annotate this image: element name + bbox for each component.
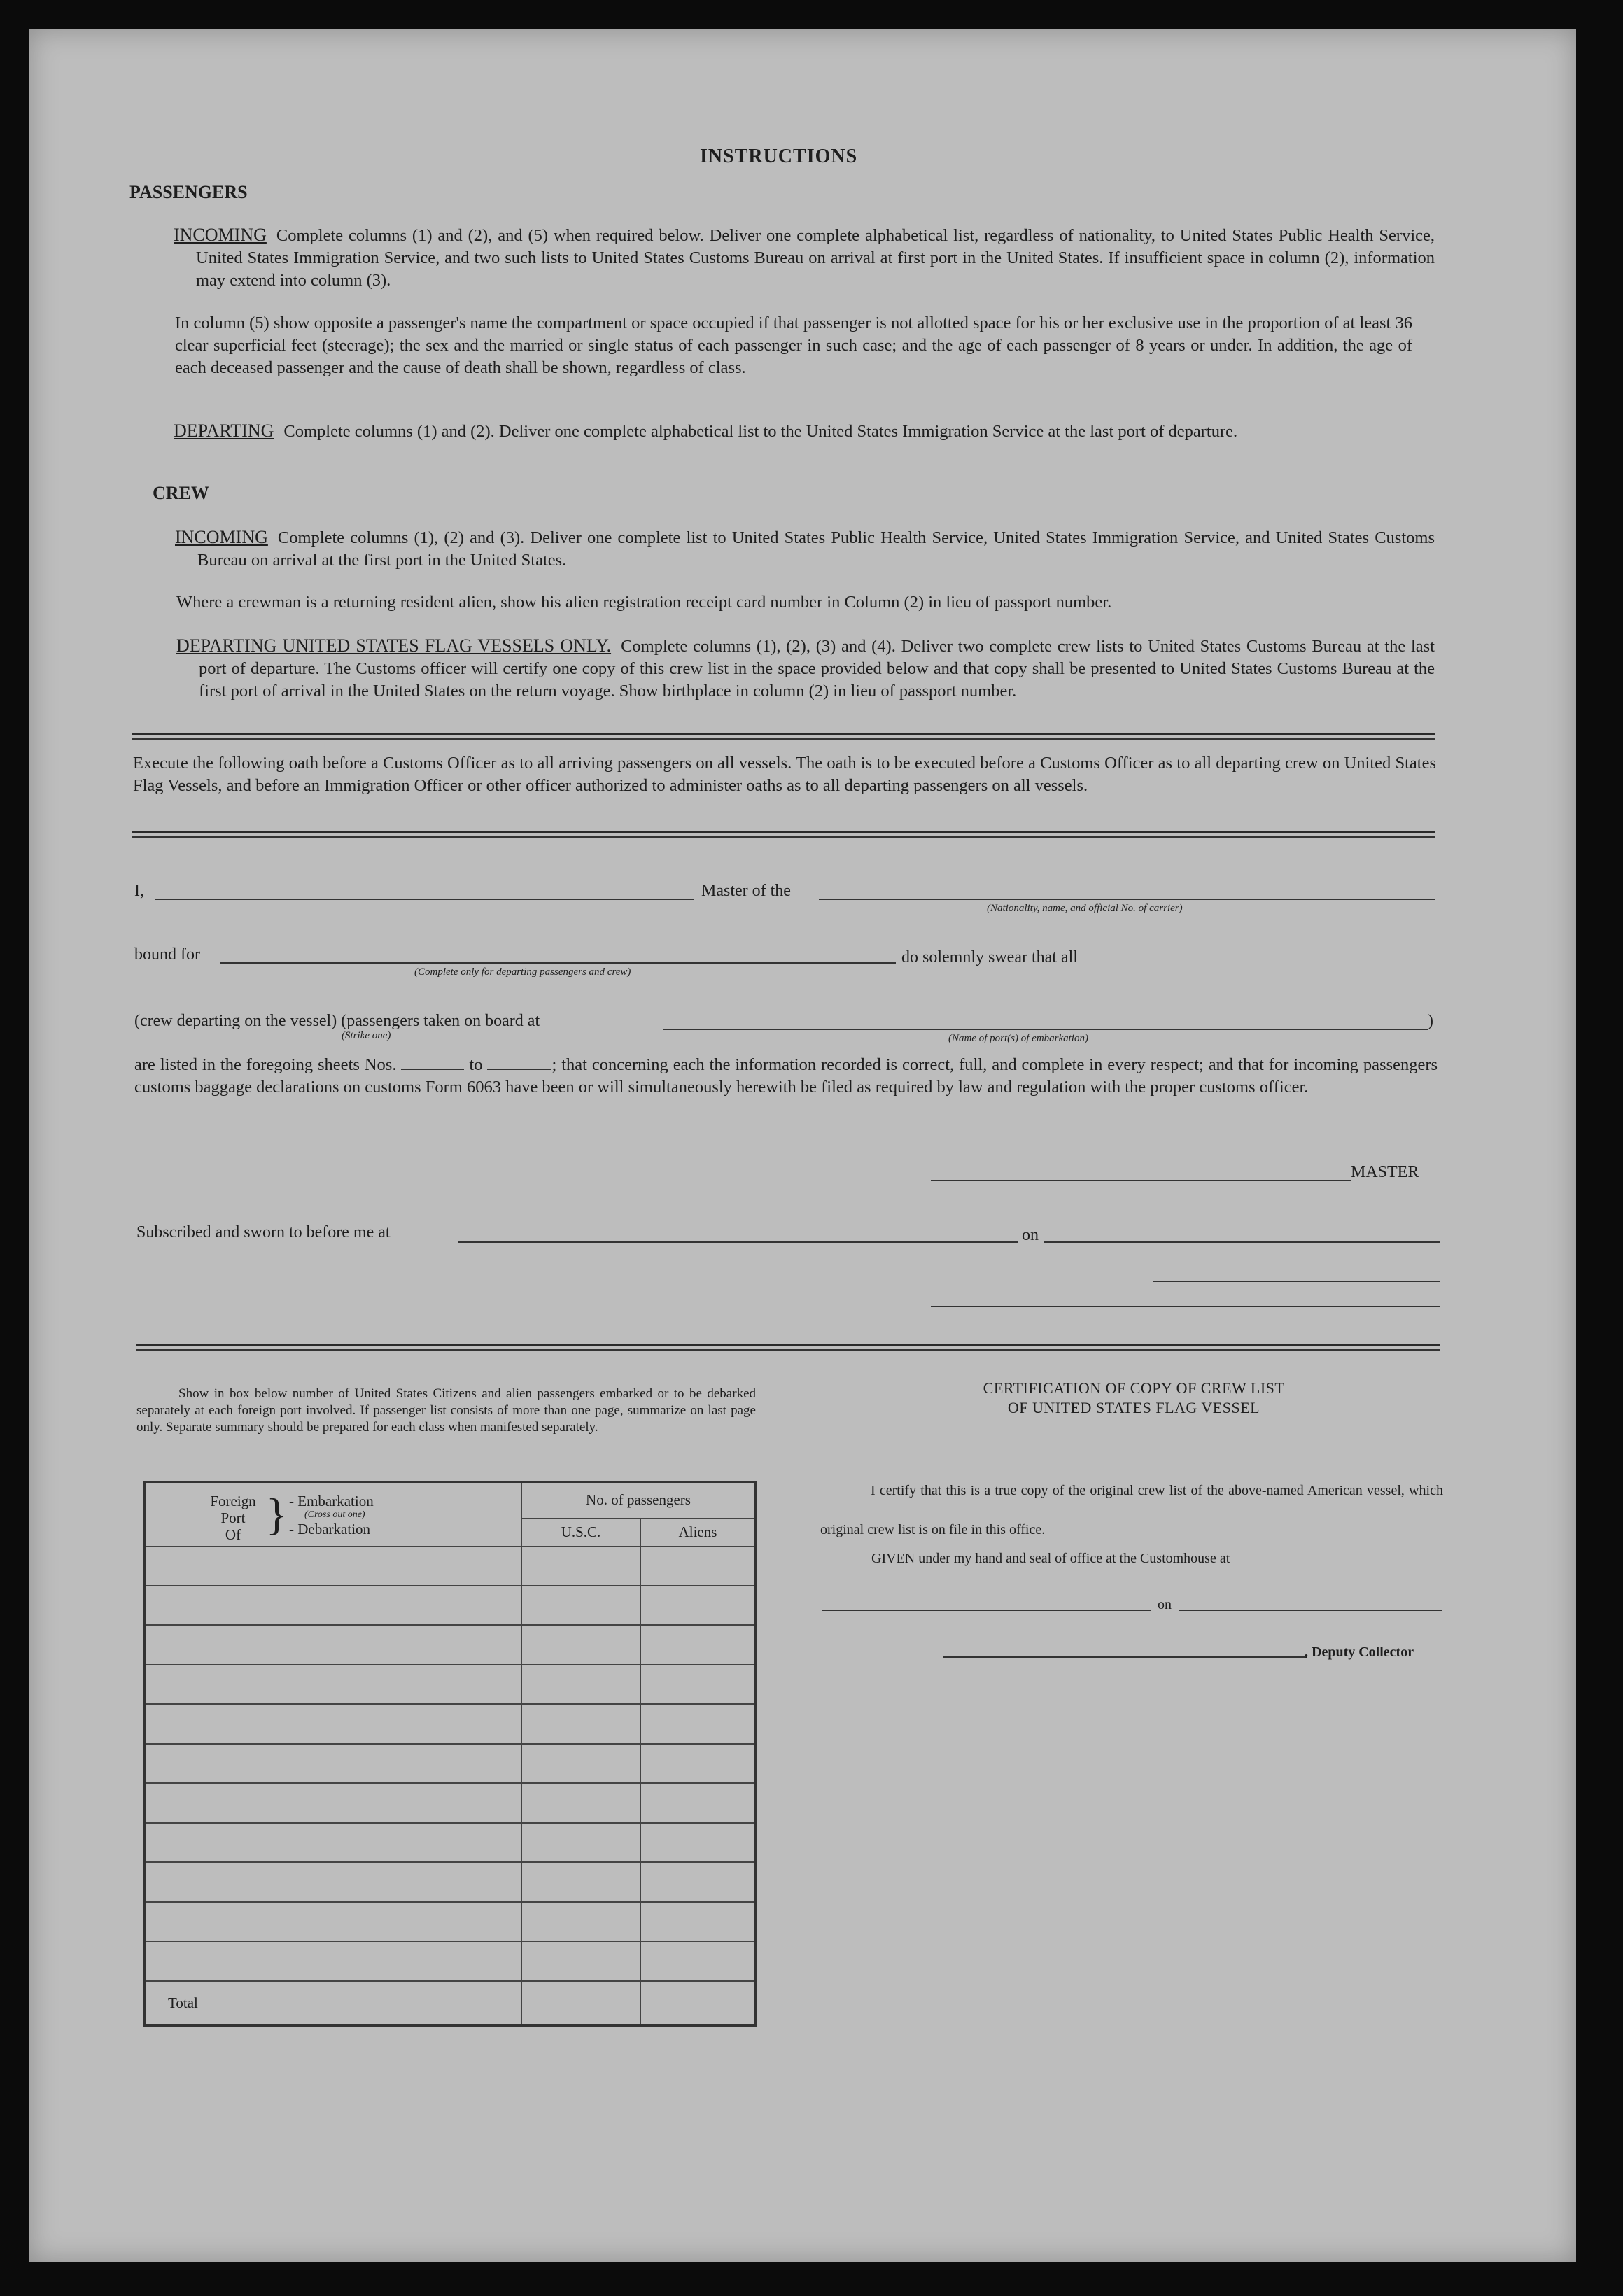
oath-i-label: I, bbox=[134, 882, 144, 900]
sheet-to-field[interactable] bbox=[487, 1069, 551, 1070]
column5-instruction: In column (5) show opposite a passenger's name the compartment or space occupied if that passenger is not allotted space for his or her exclusive use in the proportion of at least 36 clear superficial feet (steerage); the sex and the married or single status of each passenger in such case; and the age of each passenger of 8 years or under. In addition, the age of each deceased passenger and the cause of death shall be shown, regardless of class. bbox=[175, 314, 1412, 377]
debarkation-label: - Debarkation bbox=[289, 1521, 371, 1537]
aliens-header: Aliens bbox=[640, 1519, 756, 1547]
officer-signature-field[interactable] bbox=[931, 1306, 1440, 1307]
total-label: Total bbox=[145, 1981, 522, 2026]
flag-vessels-label: DEPARTING UNITED STATES FLAG VESSELS ONLY. bbox=[176, 635, 612, 656]
solemnly-swear-text: do solemnly swear that all bbox=[901, 948, 1078, 966]
customhouse-field[interactable] bbox=[822, 1610, 1151, 1611]
port-cell[interactable] bbox=[145, 1744, 522, 1783]
divider bbox=[132, 738, 1435, 740]
port-cell[interactable] bbox=[145, 1823, 522, 1862]
usc-cell[interactable] bbox=[521, 1704, 640, 1743]
aliens-cell[interactable] bbox=[640, 1625, 756, 1664]
usc-header: U.S.C. bbox=[521, 1519, 640, 1547]
crewman-instruction: Where a crewman is a returning resident alien, show his alien registration receipt card number in Column (2) in lieu of passport number. bbox=[176, 593, 1112, 612]
port-cell[interactable] bbox=[145, 1547, 522, 1586]
master-of-the-label: Master of the bbox=[701, 882, 791, 900]
port-cell[interactable] bbox=[145, 1862, 522, 1901]
cross-out-note: (Cross out one) bbox=[304, 1509, 365, 1520]
carrier-field[interactable] bbox=[819, 899, 1435, 900]
divider bbox=[132, 733, 1435, 735]
port-cell[interactable] bbox=[145, 1941, 522, 1980]
incoming-text: Complete columns (1) and (2), and (5) when required below. Deliver one complete alphabetical list, regardless of nationality, to United States Public Health Service, United States Immigration Service, and two such lists to United States Customs Bureau on arrival at first port in the United States. If insufficient space in column (2), information may extend into column (3). bbox=[196, 226, 1435, 290]
incoming-label: INCOMING bbox=[174, 225, 267, 245]
usc-cell[interactable] bbox=[521, 1941, 640, 1980]
port-summary-table bbox=[143, 1481, 757, 2027]
listed-to-label: to bbox=[469, 1055, 483, 1074]
port-header-cell bbox=[145, 1482, 522, 1547]
aliens-cell[interactable] bbox=[640, 1862, 756, 1901]
divider bbox=[132, 831, 1435, 833]
usc-cell[interactable] bbox=[521, 1823, 640, 1862]
certification-title bbox=[826, 1379, 1442, 1418]
aliens-cell[interactable] bbox=[640, 1704, 756, 1743]
crew-heading: CREW bbox=[153, 483, 209, 503]
subscribed-label: Subscribed and sworn to before me at bbox=[136, 1223, 391, 1241]
crew-incoming-instruction bbox=[175, 526, 1435, 572]
sworn-place-field[interactable] bbox=[458, 1241, 1018, 1243]
instructions-title: INSTRUCTIONS bbox=[700, 146, 858, 167]
oath-statement bbox=[134, 1054, 1438, 1099]
close-paren: ) bbox=[1428, 1012, 1433, 1030]
usc-cell[interactable] bbox=[521, 1902, 640, 1941]
divider bbox=[132, 836, 1435, 838]
listed-text-1: are listed in the foregoing sheets Nos. bbox=[134, 1055, 397, 1074]
usc-cell[interactable] bbox=[521, 1586, 640, 1625]
port-cell[interactable] bbox=[145, 1665, 522, 1704]
flag-vessels-instruction bbox=[176, 635, 1435, 703]
aliens-cell[interactable] bbox=[640, 1665, 756, 1704]
embarkation-label: - Embarkation bbox=[289, 1493, 374, 1509]
usc-total-cell[interactable] bbox=[521, 1981, 640, 2026]
master-name-field[interactable] bbox=[155, 899, 694, 900]
nationality-note: (Nationality, name, and official No. of carrier) bbox=[987, 903, 1183, 914]
port-cell[interactable] bbox=[145, 1625, 522, 1664]
divider bbox=[136, 1344, 1440, 1346]
bound-for-field[interactable] bbox=[220, 962, 896, 964]
crew-incoming-label: INCOMING bbox=[175, 527, 268, 547]
aliens-total-cell[interactable] bbox=[640, 1981, 756, 2026]
strike-one-note: (Strike one) bbox=[342, 1030, 391, 1041]
embarkation-ports-field[interactable] bbox=[663, 1029, 1428, 1030]
no-of-passengers-header: No. of passengers bbox=[521, 1482, 756, 1519]
aliens-cell[interactable] bbox=[640, 1744, 756, 1783]
flag-vessels-text: Complete columns (1), (2), (3) and (4). Deliver two complete crew lists to United States Customs Bureau at the last port of departure. The Customs officer will certify one copy of this crew list in the space provided below and that copy shall be presented to United States Customs Bureau at the first port of arrival in the United States on the return voyage. Show birthplace in column (2) in lieu of passport number. bbox=[199, 637, 1435, 700]
sworn-on-label: on bbox=[1022, 1226, 1039, 1244]
certify-text: I certify that this is a true copy of the original crew list of the above-named American vessel, which original crew list is on file in this office. bbox=[820, 1483, 1443, 1537]
port-cell[interactable] bbox=[145, 1902, 522, 1941]
bound-for-label: bound for bbox=[134, 945, 200, 964]
crew-incoming-text: Complete columns (1), (2) and (3). Deliver one complete list to United States Public Health Service, United States Immigration Service, and United States Customs Bureau on arrival at the first port in the United States. bbox=[197, 528, 1435, 570]
oath-intro: Execute the following oath before a Customs Officer as to all arriving passengers on all vessels. The oath is to be executed before a Customs Officer as to all departing crew on United States Flag Vessels, and before an Immigration Officer or other officer authorized to administer oaths as to all departing passengers on all vessels. bbox=[133, 754, 1436, 795]
of-label: Of bbox=[225, 1526, 241, 1543]
passengers-heading: PASSENGERS bbox=[129, 182, 248, 202]
certification-title-line-2: OF UNITED STATES FLAG VESSEL bbox=[1007, 1399, 1260, 1416]
certification-title-line-1: CERTIFICATION OF COPY OF CREW LIST bbox=[983, 1379, 1285, 1397]
aliens-cell[interactable] bbox=[640, 1902, 756, 1941]
given-text: GIVEN under my hand and seal of office at the Customhouse at bbox=[871, 1551, 1230, 1566]
deputy-collector-label: , Deputy Collector bbox=[1305, 1644, 1414, 1660]
usc-cell[interactable] bbox=[521, 1783, 640, 1822]
port-cell[interactable] bbox=[145, 1704, 522, 1743]
officer-line-1[interactable] bbox=[1153, 1281, 1440, 1282]
sheet-from-field[interactable] bbox=[401, 1069, 464, 1070]
aliens-cell[interactable] bbox=[640, 1586, 756, 1625]
usc-cell[interactable] bbox=[521, 1744, 640, 1783]
port-cell[interactable] bbox=[145, 1586, 522, 1625]
crew-departing-text: (crew departing on the vessel) (passengers taken on board at bbox=[134, 1012, 540, 1030]
passengers-incoming-instruction bbox=[174, 224, 1435, 292]
usc-cell[interactable] bbox=[521, 1862, 640, 1901]
divider bbox=[136, 1349, 1440, 1351]
summary-intro: Show in box below number of United States Citizens and alien passengers embarked or to be debarked separately at each foreign port involved. If passenger list consists of more than one page, summarize on last page only. Separate summary should be prepared for each class when manifested separately. bbox=[136, 1386, 756, 1435]
departing-label: DEPARTING bbox=[174, 421, 274, 441]
master-signature-field[interactable] bbox=[931, 1180, 1351, 1181]
foreign-label: Foreign bbox=[210, 1493, 256, 1509]
departing-text: Complete columns (1) and (2). Deliver one complete alphabetical list to the United States Immigration Service at the last port of departure. bbox=[283, 422, 1238, 441]
aliens-cell[interactable] bbox=[640, 1941, 756, 1980]
passengers-departing-instruction bbox=[174, 420, 1435, 443]
cert-on-label: on bbox=[1158, 1597, 1172, 1612]
usc-cell[interactable] bbox=[521, 1625, 640, 1664]
usc-cell[interactable] bbox=[521, 1665, 640, 1704]
usc-cell[interactable] bbox=[521, 1547, 640, 1586]
brace-icon: } bbox=[266, 1489, 288, 1539]
deputy-collector-signature-field[interactable] bbox=[943, 1656, 1307, 1658]
port-label: Port bbox=[220, 1509, 246, 1526]
sworn-date-field[interactable] bbox=[1044, 1241, 1440, 1243]
aliens-cell[interactable] bbox=[640, 1823, 756, 1862]
listed-text-2: ; that concerning each the information recorded is correct, full, and complete in every respect; and that for incoming passengers customs baggage declarations on customs Form 6063 have been or will simultaneously herewith be filed as required by law and regulation with the proper customs officer. bbox=[134, 1055, 1438, 1097]
cert-date-field[interactable] bbox=[1179, 1610, 1442, 1611]
aliens-cell[interactable] bbox=[640, 1783, 756, 1822]
master-label: MASTER bbox=[1351, 1163, 1419, 1181]
ports-note: (Name of port(s) of embarkation) bbox=[948, 1033, 1088, 1044]
complete-only-note: (Complete only for departing passengers and crew) bbox=[414, 966, 631, 978]
aliens-cell[interactable] bbox=[640, 1547, 756, 1586]
port-cell[interactable] bbox=[145, 1783, 522, 1822]
